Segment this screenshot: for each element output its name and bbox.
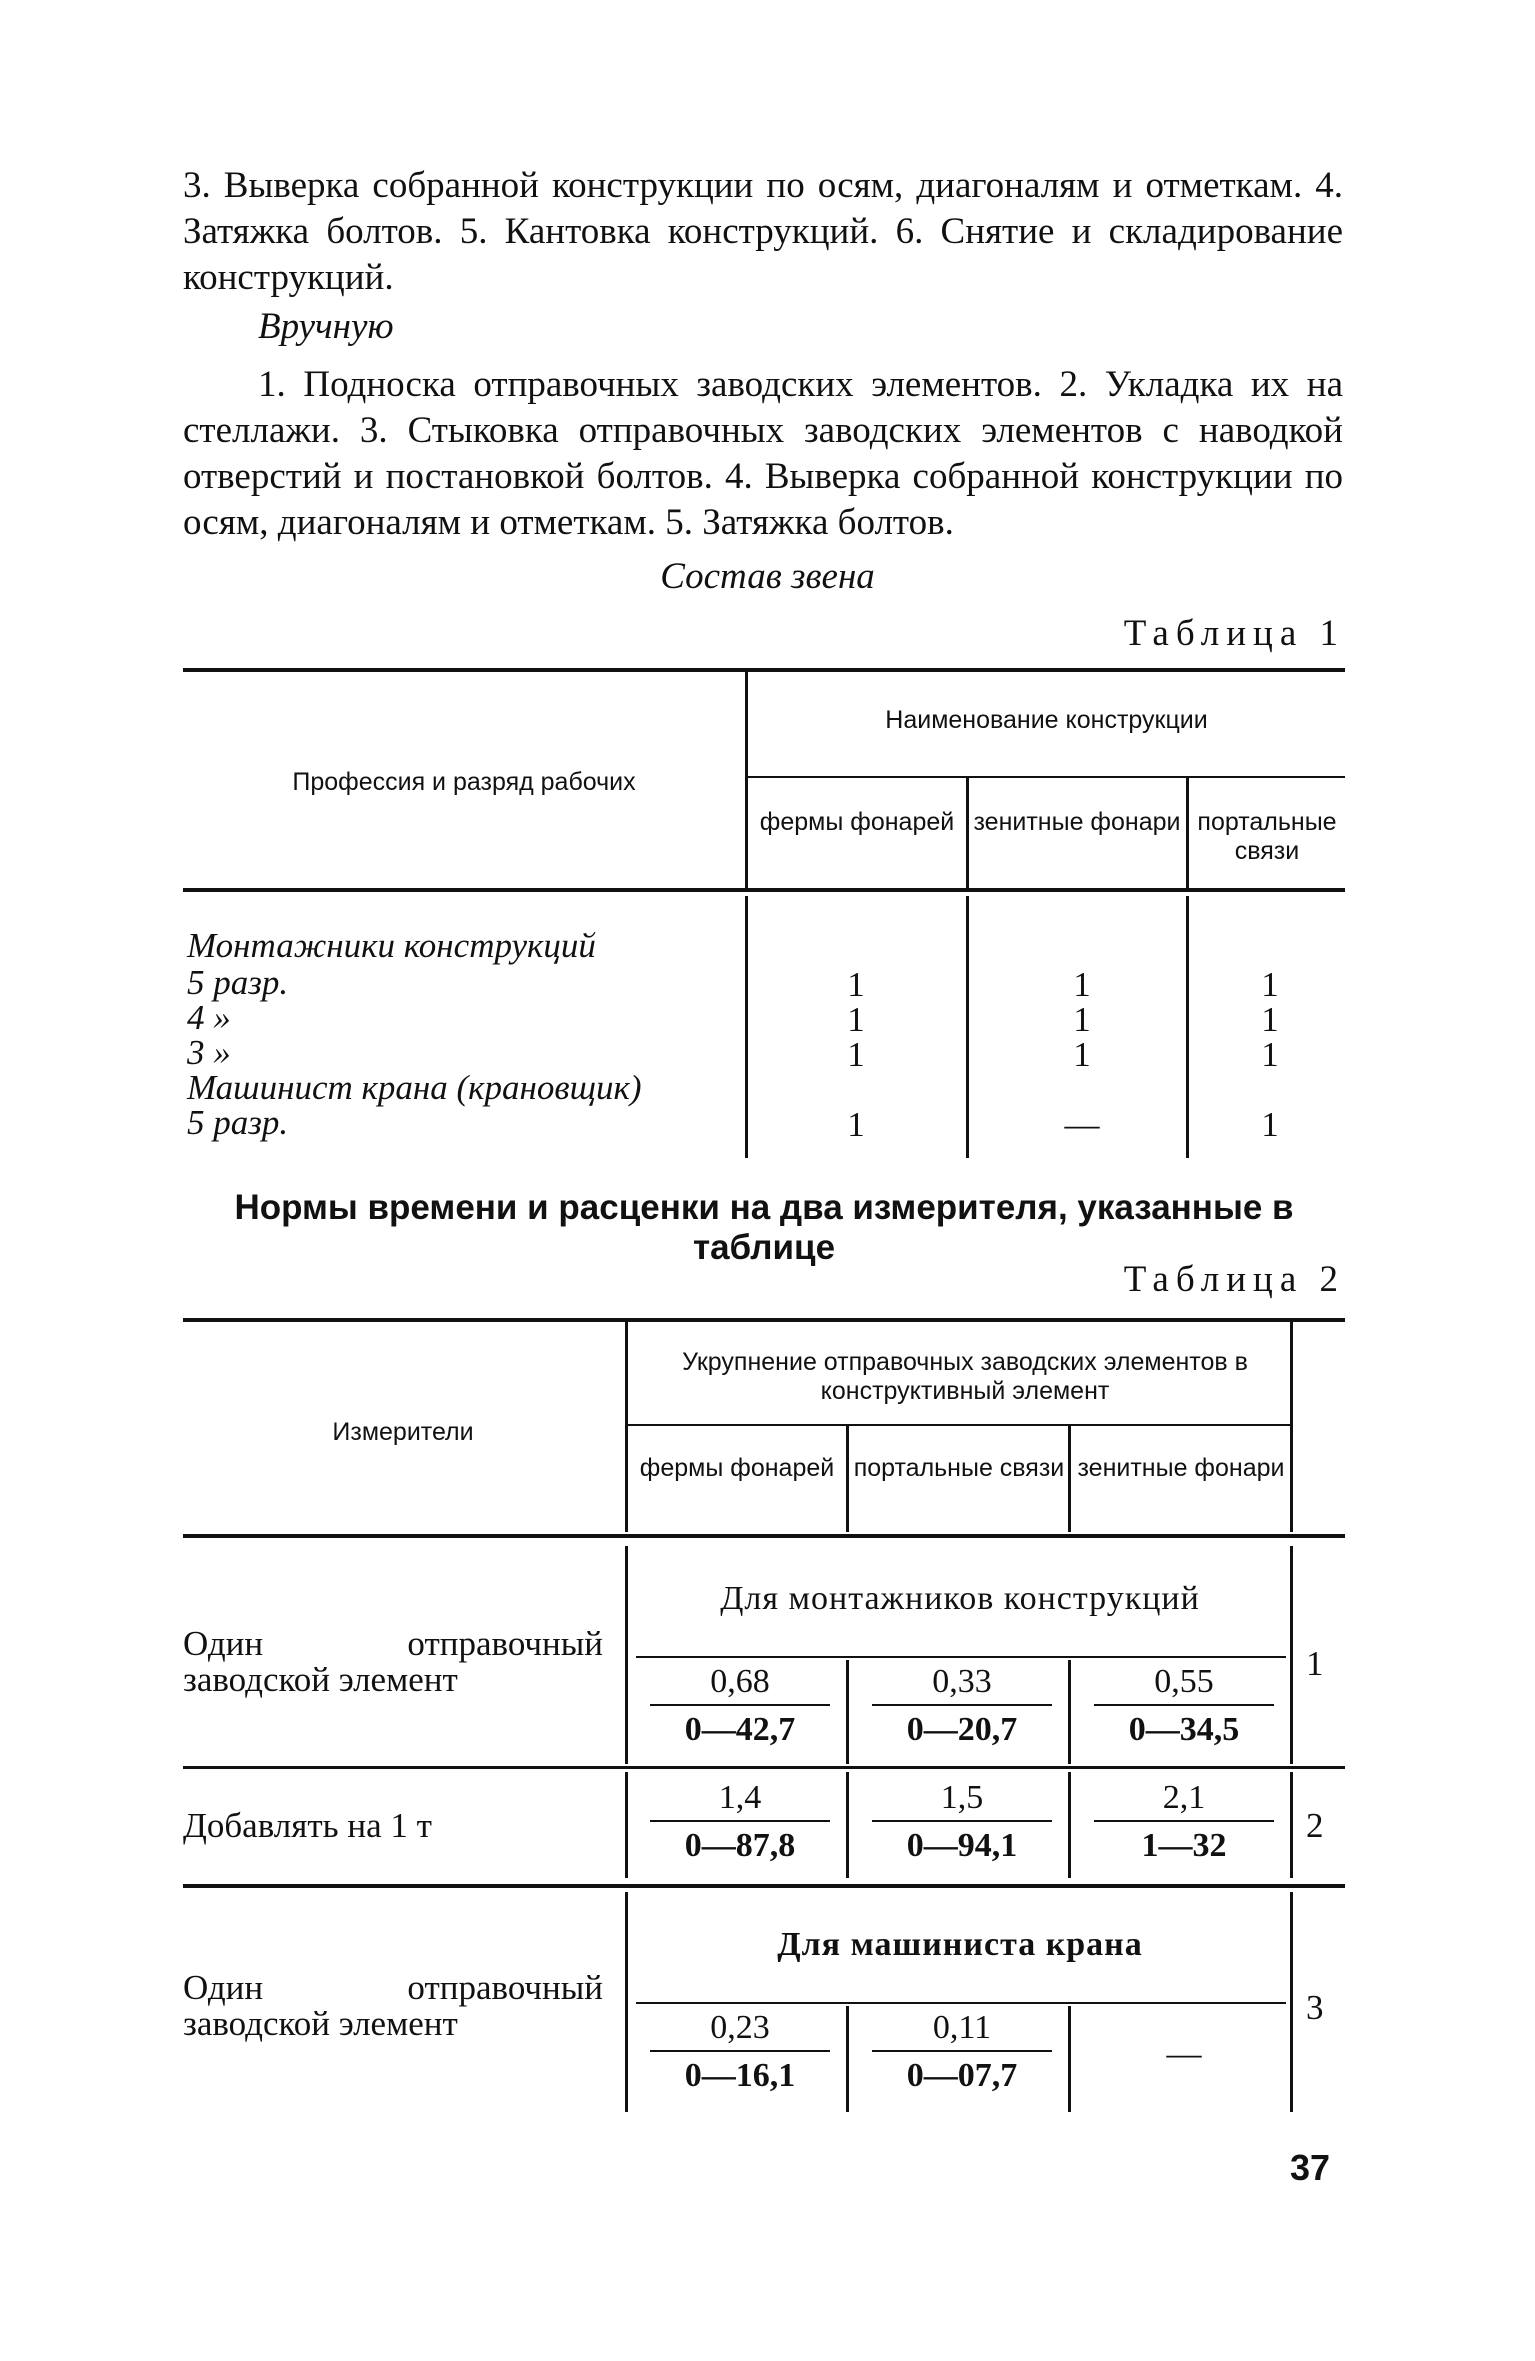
table1-row-label: 5 разр.: [187, 963, 289, 1002]
table2-header-rule: [183, 1534, 1345, 1538]
table2-body-divider-measure: [625, 1892, 628, 2112]
table1-col-header: портальные связи: [1197, 808, 1337, 865]
table2-row-index: 1: [1306, 1644, 1324, 1683]
fraction-denominator: 0—34,5: [1128, 1711, 1240, 1748]
paragraph-process-steps: 3. Выверка собранной конструкции по осям, диагоналям и отметкам. 4. Затяжка болтов. 5. Кантовка конструкций. 6. Снятие и складирование конструкций.: [183, 165, 1343, 298]
fraction-denominator: 0—20,7: [906, 1711, 1018, 1748]
table2-empty-dash: —: [1166, 2034, 1202, 2073]
table2-top-rule: [183, 1318, 1345, 1322]
table2-fraction: [1084, 1778, 1284, 1866]
table1-value: 1: [1261, 965, 1279, 1004]
table2-section-rule: [636, 1656, 1286, 1658]
table2-header-group: Укрупнение отправочных заводских элементов в конструктивный элемент: [682, 1348, 1248, 1405]
table2-body-divider-measure: [625, 1546, 628, 1764]
table1-header-profession: Профессия и разряд рабочих: [292, 768, 636, 796]
table2-divider-measure: [625, 1322, 628, 1532]
table2-row-rule: [183, 1766, 1345, 1769]
fraction-bar: [1094, 1704, 1274, 1706]
table2-body-divider-measure: [625, 1772, 628, 1878]
fraction-numerator: 0,68: [710, 1663, 770, 1700]
table1-header-rule: [183, 888, 1345, 892]
fraction-bar: [872, 2050, 1052, 2052]
fraction-denominator: 1—32: [1141, 1827, 1227, 1864]
fraction-numerator: 0,23: [710, 2009, 770, 2046]
table2-label: Таблица 2: [1123, 1259, 1345, 1300]
table2-body-col-divider: [1068, 1660, 1071, 1764]
table2-col-divider-1: [846, 1426, 849, 1532]
table2-fraction: [640, 2008, 840, 2096]
table2-fraction: [862, 2008, 1062, 2096]
table2-body-col-divider: [846, 1660, 849, 1764]
page-number: 37: [1290, 2147, 1331, 2188]
table2-col-header: зенитные фонари: [1077, 1454, 1285, 1482]
fraction-bar: [1094, 1820, 1274, 1822]
table1-value: 1: [1261, 1105, 1279, 1144]
table1-body-divider-1: [745, 896, 748, 1158]
table2-row-measure: Один отправочный заводской элемент: [183, 1624, 603, 1699]
norms-heading: Нормы времени и расценки на два измерителя, указанные в таблице: [234, 1188, 1294, 1267]
table1-col-header: зенитные фонари: [973, 808, 1181, 836]
table1-value: —: [1064, 1105, 1100, 1144]
table2-fraction: [862, 1778, 1062, 1866]
table2-body-divider-index: [1290, 1546, 1293, 1764]
table2-fraction: [862, 1662, 1062, 1750]
table2-col-header: портальные связи: [853, 1454, 1065, 1482]
table2-body-divider-index: [1290, 1892, 1293, 2112]
table1-value: 1: [1261, 1035, 1279, 1074]
table1-divider-3: [1186, 778, 1189, 888]
heading-manual: Вручную: [258, 306, 394, 347]
fraction-numerator: 0,33: [932, 1663, 992, 1700]
fraction-denominator: 0—87,8: [684, 1827, 796, 1864]
table2-col-divider-2: [1068, 1426, 1071, 1532]
fraction-denominator: 0—07,7: [906, 2057, 1018, 2094]
table1-divider-2: [966, 778, 969, 888]
table2-section-title: Для машиниста крана: [777, 1926, 1143, 1963]
table2-fraction: [640, 1662, 840, 1750]
fraction-numerator: 1,4: [718, 1779, 762, 1816]
table2-body-col-divider: [1068, 2006, 1071, 2112]
table2-group-rule: [627, 1424, 1290, 1426]
table2-row-measure: Добавлять на 1 т: [183, 1806, 432, 1845]
paragraph-manual-steps: 1. Подноска отправочных заводских элементов. 2. Укладка их на стеллажи. 3. Стыковка отправочных заводских элементов с наводкой отверстий и постановкой болтов. 4. Выверка собранной конструкции по осям, диагоналям и отметкам. 5. Затяжка болтов.: [183, 364, 1343, 543]
table2-divider-index: [1290, 1322, 1293, 1532]
fraction-bar: [872, 1820, 1052, 1822]
fraction-bar: [872, 1704, 1052, 1706]
table1-value: 1: [847, 1105, 865, 1144]
table2-row-index: 3: [1306, 1988, 1324, 2027]
table1-value: 1: [1073, 1000, 1091, 1039]
fraction-denominator: 0—42,7: [684, 1711, 796, 1748]
table2-fraction: [1084, 1662, 1284, 1750]
table1-caption: Состав звена: [660, 556, 875, 597]
table1-row-label: Машинист крана (крановщик): [187, 1068, 642, 1107]
table2-header-measure: Измерители: [332, 1418, 474, 1446]
fraction-denominator: 0—16,1: [684, 2057, 796, 2094]
fraction-bar: [650, 2050, 830, 2052]
fraction-numerator: 0,55: [1154, 1663, 1214, 1700]
table1-label: Таблица 1: [1123, 613, 1345, 654]
table1-body-divider-2: [966, 896, 969, 1158]
table2-body-col-divider: [846, 1772, 849, 1878]
table2-row-measure: Один отправочный заводской элемент: [183, 1968, 603, 2043]
table1-row-label: 4 »: [187, 998, 231, 1037]
table1-value: 1: [1073, 965, 1091, 1004]
table1-row-label: 3 »: [187, 1033, 231, 1072]
table1-header-group: Наименование конструкции: [885, 706, 1208, 734]
table2-section-rule-thick: [183, 1884, 1345, 1888]
table1-value: 1: [1261, 1000, 1279, 1039]
table1-value: 1: [847, 1035, 865, 1074]
table1-row-label: 5 разр.: [187, 1103, 289, 1142]
table2-body-divider-index: [1290, 1772, 1293, 1878]
table1-body-divider-3: [1186, 896, 1189, 1158]
table1-top-rule: [183, 668, 1345, 672]
table2-col-header: фермы фонарей: [639, 1454, 835, 1482]
table1-value: 1: [847, 1000, 865, 1039]
table1-col-header: фермы фонарей: [759, 808, 955, 836]
fraction-numerator: 2,1: [1162, 1779, 1206, 1816]
fraction-denominator: 0—94,1: [906, 1827, 1018, 1864]
table2-body-col-divider: [1068, 1772, 1071, 1878]
fraction-numerator: 1,5: [940, 1779, 984, 1816]
table2-fraction: [640, 1778, 840, 1866]
table1-divider-1: [745, 672, 748, 888]
fraction-numerator: 0,11: [932, 2009, 992, 2046]
table2-section-title: Для монтажников конструкций: [720, 1580, 1200, 1617]
table1-row-label: Монтажники конструкций: [187, 926, 596, 965]
table2-body-col-divider: [846, 2006, 849, 2112]
fraction-bar: [650, 1704, 830, 1706]
table2-row-index: 2: [1306, 1806, 1324, 1845]
fraction-bar: [650, 1820, 830, 1822]
table1-value: 1: [847, 965, 865, 1004]
table2-section-rule: [636, 2002, 1286, 2004]
table1-group-rule: [746, 776, 1345, 778]
table1-value: 1: [1073, 1035, 1091, 1074]
